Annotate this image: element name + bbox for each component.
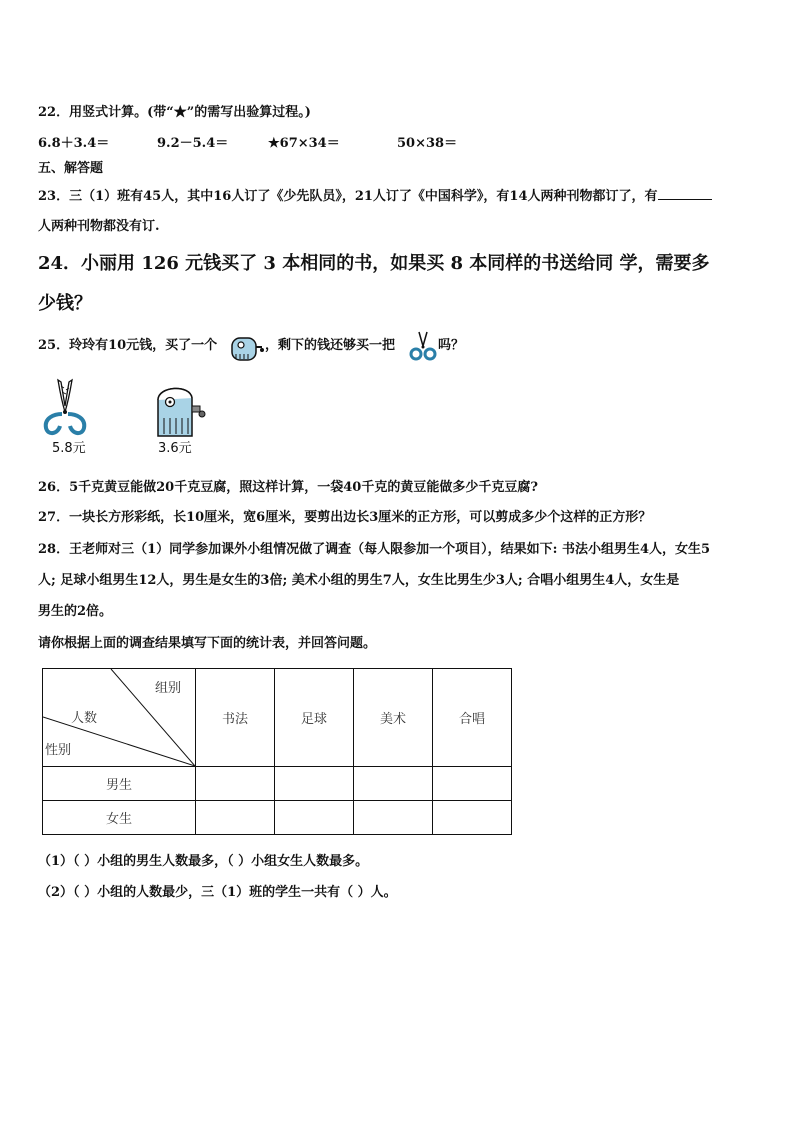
q22-item-3: ★67×34＝: [268, 136, 340, 151]
q22-item-1: 6.8＋3.4＝: [38, 136, 110, 151]
q22-title: 22．用竖式计算。(带“★”的需写出验算过程。): [38, 105, 311, 120]
table-cell[interactable]: [196, 767, 275, 801]
table-row: [43, 767, 512, 801]
row-header: 女生: [43, 801, 196, 835]
pencil-sharpener-icon: [150, 380, 208, 440]
table-header-row: [43, 669, 512, 767]
pencil-sharpener-icon: [228, 330, 264, 364]
answer-blank[interactable]: [658, 187, 712, 200]
q25-text-b: ，剩下的钱还够买一把: [265, 338, 396, 353]
q28-instruction: 请你根据上面的调查结果填写下面的统计表，并回答问题。: [38, 636, 377, 651]
q28-line-2: 人; 足球小组男生12人，男生是女生的3倍; 美术小组的男生7人，女生比男生少3人; 合唱小组男生4人，女生是: [38, 573, 680, 588]
q23-text: 23．三（1）班有45人，其中16人订了《少先队员》，21人订了《中国科学》，有14人两种刊物都订了，有: [38, 189, 658, 204]
q28-sub-question-1: （1）（ ）小组的男生人数最多，（ ）小组女生人数最多。: [38, 854, 369, 869]
section-heading: 五、解答题: [38, 161, 104, 176]
q25-text-c: 吗？: [438, 338, 465, 353]
q24-line-1: 24．小丽用 126 元钱买了 3 本相同的书，如果买 8 本同样的书送给同 学，需要多: [38, 253, 710, 274]
table-cell[interactable]: [354, 801, 433, 835]
corner-label-group: 组别: [155, 681, 182, 696]
table-cell[interactable]: [433, 767, 512, 801]
q28-line-1: 28．王老师对三（1）同学参加课外小组情况做了调查（每人限参加一个项目），结果如下: 书法小组男生4人，女生5: [38, 542, 711, 557]
q28-line-3: 男生的2倍。: [38, 604, 113, 619]
corner-label-gender: 性别: [45, 743, 72, 758]
statistics-table: [42, 668, 512, 835]
table-cell[interactable]: [354, 767, 433, 801]
q27-text: 27．一块长方形彩纸，长10厘米，宽6厘米，要剪出边长3厘米的正方形，可以剪成多少个这样的正方形？: [38, 510, 652, 525]
column-header: 合唱: [433, 669, 512, 767]
scissors-icon: [409, 330, 437, 362]
table-cell[interactable]: [196, 801, 275, 835]
q22-item-4: 50×38＝: [397, 136, 458, 151]
column-header: 足球: [275, 669, 354, 767]
sharpener-price: 3.6元: [158, 441, 192, 456]
row-header: 男生: [43, 767, 196, 801]
table-corner-cell: [43, 669, 196, 767]
column-header: 书法: [196, 669, 275, 767]
q23-line-1: [38, 187, 712, 206]
table-row: [43, 801, 512, 835]
table-cell[interactable]: [433, 801, 512, 835]
q25-text-a: 25．玲玲有10元钱，买了一个: [38, 338, 218, 353]
q23-line-2: 人两种刊物都没有订.: [38, 219, 160, 234]
q24-line-2: 少钱？: [38, 293, 92, 314]
table-cell[interactable]: [275, 801, 354, 835]
q28-sub-question-2: （2）（ ）小组的人数最少，三（1）班的学生一共有（ ）人。: [38, 885, 397, 900]
column-header: 美术: [354, 669, 433, 767]
corner-label-count: 人数: [71, 711, 98, 726]
scissors-icon: [40, 378, 90, 440]
scissors-price: 5.8元: [52, 441, 86, 456]
q26-text: 26．5千克黄豆能做20千克豆腐，照这样计算，一袋40千克的黄豆能做多少千克豆腐?: [38, 480, 538, 495]
table-cell[interactable]: [275, 767, 354, 801]
q22-item-2: 9.2－5.4＝: [157, 136, 229, 151]
